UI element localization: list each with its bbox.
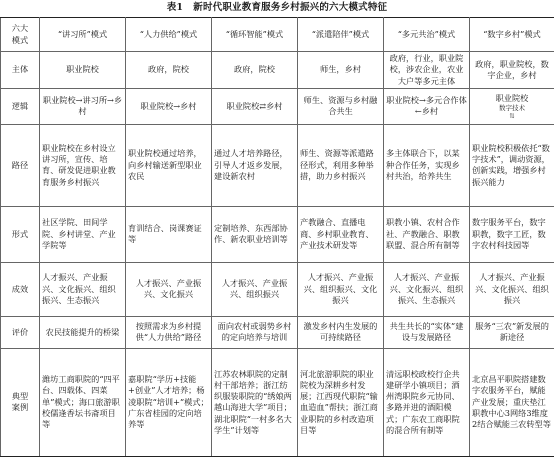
cell-subject-6: 政府，职业院校，数字企业，乡村 — [470, 52, 554, 89]
cell-effect-2: 人才振兴、产业振兴、文化振兴 — [126, 262, 212, 316]
cell-logic-5: 职业院校→多元合作体←乡村 — [384, 88, 470, 124]
table-number: 表1 — [167, 2, 184, 13]
logic-6-main: 职业院校 — [472, 93, 552, 104]
cell-form-5: 职教小镇、农村合作社、产教融合、职教联盟、混合所有制等 — [384, 206, 470, 262]
row-label-subject: 主体 — [1, 52, 40, 89]
cell-case-2: 嘉职院“学历+技能+创业”人才培养；杨凌职院“培训+”模式；广东省桂园的定向培养等 — [126, 348, 212, 456]
row-effect — [1, 262, 554, 316]
cell-case-6: 北京昌平职院搭建数字农服务平台，赋能产业发展；重庆垫江职教中心3网络3维度2结合赋能三农转型等 — [470, 348, 554, 456]
row-path — [1, 124, 554, 206]
cell-form-1: 社区学院、田间学院、乡村讲堂、产业学院等 — [40, 206, 126, 262]
logic-6-sub: 数字技术 — [472, 104, 552, 112]
row-evaluation — [1, 316, 554, 348]
table-caption — [0, 0, 554, 16]
row-label-logic: 逻辑 — [1, 88, 40, 124]
cell-subject-5: 政府，行业，职业院校，涉农企业，农业大户等多元主体 — [384, 52, 470, 89]
cell-case-1: 潍坊工商职院的“四平台、四载体、四菜单”模式；海口旅游职校儒逢香坛书斋项目等 — [40, 348, 126, 456]
mode-header-4: “派遣陪伴”模式 — [298, 18, 384, 52]
cell-form-4: 产教融合、直播电商、乡村职业教育、产业技术研发等 — [298, 206, 384, 262]
cell-evaluation-5: 共生共长的“实体”建设与发展路径 — [384, 316, 470, 348]
cell-case-3: 江苏农林职院的定制村干部培养；浙江纺织服装职院的“绣娘两越山海进大学”项目；湖北职院“一村多名大学生”计划等 — [212, 348, 298, 456]
mode-header-3: “循环智能”模式 — [212, 18, 298, 52]
cell-effect-4: 人才振兴、产业振兴、组织振兴、文化振兴 — [298, 262, 384, 316]
row-label-case: 典型 案例 — [1, 348, 40, 456]
cell-logic-1: 职业院校→讲习所→乡村 — [40, 88, 126, 124]
cell-evaluation-4: 激发乡村内生发展的可持续路径 — [298, 316, 384, 348]
row-case — [1, 348, 554, 456]
row-form — [1, 206, 554, 262]
cell-path-2: 职业院校通过培养，向乡村输送新型职业农民 — [126, 124, 212, 206]
cell-path-4: 师生、资源等派遣路径形式，利用多种举措，助力乡村振兴 — [298, 124, 384, 206]
row-label-effect: 成效 — [1, 262, 40, 316]
cell-path-3: 通过人才培养路径，引导人才返乡发展，建设新农村 — [212, 124, 298, 206]
cell-subject-3: 政府，院校 — [212, 52, 298, 89]
cell-logic-6 — [470, 88, 554, 124]
cell-subject-1: 职业院校 — [40, 52, 126, 89]
mode-header-6: “数字乡村”模式 — [470, 18, 554, 52]
row-label-path: 路径 — [1, 124, 40, 206]
cell-logic-4: 师生、资源与乡村融合共生 — [298, 88, 384, 124]
cell-logic-3: 职业院校⇄乡村 — [212, 88, 298, 124]
mode-header-1: “讲习所”模式 — [40, 18, 126, 52]
row-label-evaluation: 评价 — [1, 316, 40, 348]
table-title: 新时代职业教育服务乡村振兴的六大模式特征 — [193, 2, 387, 13]
cell-effect-5: 人才振兴、产业振兴、文化振兴、组织振兴、生态振兴 — [384, 262, 470, 316]
row-logic — [1, 88, 554, 124]
corner-header: 六大 模式 — [1, 18, 40, 52]
row-label-form: 形式 — [1, 206, 40, 262]
cell-effect-1: 人才振兴、产业振兴、文化振兴、组织振兴、生态振兴 — [40, 262, 126, 316]
cell-subject-2: 政府，院校 — [126, 52, 212, 89]
cell-effect-3: 人才振兴、产业振兴、组织振兴 — [212, 262, 298, 316]
cell-form-2: 育训结合、岗课赛证等 — [126, 206, 212, 262]
cell-logic-2: 职业院校→乡村 — [126, 88, 212, 124]
cell-case-5: 清远职校政校行企共建研学小镇项目；酒州湾职院乡元协同、多路并进的酒阳模式；广东农工商职院的混合所有制等 — [384, 348, 470, 456]
cell-effect-6: 人才振兴、产业振兴、文化振兴、组织振兴 — [470, 262, 554, 316]
cell-evaluation-3: 面向农村或弱势乡村的定向培养与培训 — [212, 316, 298, 348]
cell-case-4: 河北旅游职院的职业院校为深耕乡村发展；江西现代职院“输血造血”帮扶；浙江商业职院的乡村改造项目等 — [298, 348, 384, 456]
row-subject — [1, 52, 554, 89]
cell-evaluation-2: 按照需求为乡村提供“人力供给”路径 — [126, 316, 212, 348]
cell-form-6: 数字服务平台，数字职教，数字工匠，数字农村科技园等 — [470, 206, 554, 262]
cell-form-3: 定制培养、东西部协作、新农职业培训等 — [212, 206, 298, 262]
mode-header-5: “多元共治”模式 — [384, 18, 470, 52]
logic-6-arrow: ⇅ — [472, 112, 552, 120]
header-row — [1, 18, 554, 52]
cell-path-6: 职业院校积极依托“数字技术”，调动资源，创新实践，增强乡村振兴能力 — [470, 124, 554, 206]
mode-header-2: “人力供给”模式 — [126, 18, 212, 52]
cell-evaluation-6: 服务“三农”新发展的新途径 — [470, 316, 554, 348]
cell-path-1: 职业院校在乡村设立讲习所，宣传、培育、研发促进职业教育服务乡村振兴 — [40, 124, 126, 206]
cell-subject-4: 师生，乡村 — [298, 52, 384, 89]
cell-evaluation-1: 农民技能提升的桥梁 — [40, 316, 126, 348]
mode-feature-table — [0, 17, 554, 457]
cell-path-5: 多主体联合下，以某种合作任务，实现乡村共治，给养共生 — [384, 124, 470, 206]
